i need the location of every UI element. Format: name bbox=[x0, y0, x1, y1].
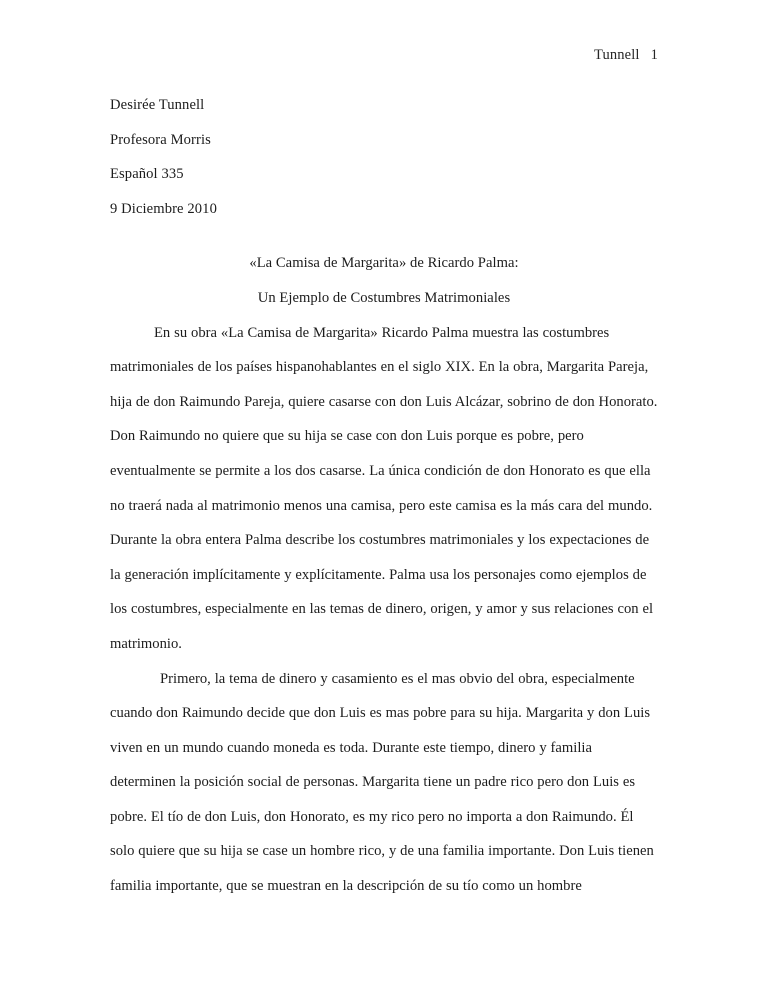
mla-heading-block bbox=[110, 88, 658, 226]
heading-date: 9 Diciembre 2010 bbox=[110, 200, 217, 217]
heading-course: Español 335 bbox=[110, 166, 184, 183]
body-paragraph-1: En su obra «La Camisa de Margarita» Ricardo Palma muestra las costumbres matrimoniales de los países hispanohablantes en el siglo XIX. En la obra, Margarita Pareja, hija de don Raimundo Pareja, quiere casarse con don Luis Alcázar, sobrino de don Honorato. Don Raimundo no quiere que su hija se case con don Luis porque es pobre, pero eventualmente se permite a los dos casarse. La única condición de don Honorato es que ella no traerá nada al matrimonio menos una camisa, pero este camisa es la más cara del mundo. Durante la obra entera Palma describe los costumbres matrimoniales y los expectaciones de la generación implícitamente y explícitamente. Palma usa los personajes como ejemplos de los costumbres, especialmente en las temas de dinero, origen, y amor y sus relaciones con el matrimonio. bbox=[110, 324, 658, 652]
running-header-author: Tunnell bbox=[593, 47, 640, 63]
body-paragraph-2: Primero, la tema de dinero y casamiento es el mas obvio del obra, especialmente cuando don Raimundo decide que don Luis es mas pobre para su hija. Margarita y don Luis viven en un mundo cuando moneda es toda. Durante este tiempo, dinero y familia determinen la posición social de personas. Margarita tiene un padre rico pero don Luis es pobre. El tío de don Luis, don Honorato, es my rico pero no importa a don Raimundo. Él solo quiere que su hija se case un hombre rico, y de una familia importante. Don Luis tienen familia importante, que se muestran en la descripción de su tío como un hombre bbox=[110, 670, 654, 895]
running-header-page-number: 1 bbox=[650, 47, 658, 63]
essay-title bbox=[110, 246, 658, 315]
essay-title-line-1: «La Camisa de Margarita» de Ricardo Palma: bbox=[249, 255, 519, 272]
heading-instructor: Profesora Morris bbox=[110, 131, 211, 148]
heading-student-name: Desirée Tunnell bbox=[110, 97, 205, 113]
essay-title-line-2: Un Ejemplo de Costumbres Matrimoniales bbox=[257, 289, 511, 306]
text-column bbox=[110, 88, 658, 904]
running-header bbox=[110, 45, 658, 65]
